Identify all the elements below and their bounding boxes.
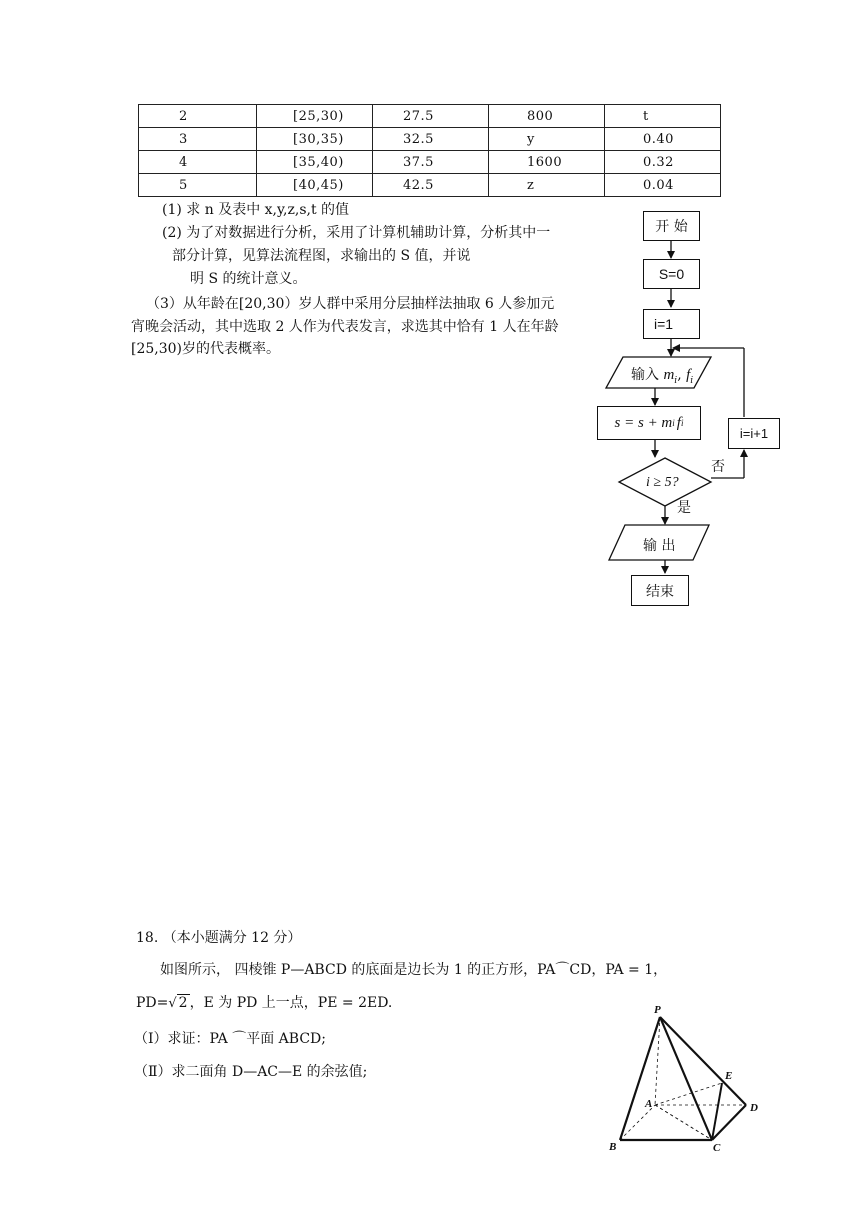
table-cell: y bbox=[489, 128, 605, 151]
table-cell: 800 bbox=[489, 105, 605, 128]
flow-increment-box: i=i+1 bbox=[728, 418, 780, 449]
q17-part3-line2: 宵晚会活动，其中选取 2 人作为代表发言，求选其中恰有 1 人在年龄 bbox=[131, 319, 559, 335]
flow-start-box: 开 始 bbox=[643, 211, 700, 241]
table-cell: 27.5 bbox=[373, 105, 489, 128]
flow-end-box: 结束 bbox=[631, 575, 689, 606]
flow-assign-sub-f: i bbox=[680, 418, 684, 428]
table-cell: z bbox=[489, 174, 605, 197]
table-cell: 42.5 bbox=[373, 174, 489, 197]
flow-assign-sub-m: i bbox=[672, 418, 675, 428]
vertex-label-d: D bbox=[750, 1102, 758, 1114]
q17-part2-line2: 部分计算，见算法流程图，求输出的 S 值，并说 bbox=[172, 248, 471, 264]
q18-line1: 如图所示， 四棱锥 P—ABCD 的底面是边长为 1 的正方形，PA⌒CD，PA = 1， bbox=[160, 962, 668, 978]
q17-part2-line3: 明 S 的统计意义。 bbox=[190, 271, 307, 287]
table-cell: 3 bbox=[139, 128, 257, 151]
q17-part1: (1) 求 n 及表中 x,y,z,s,t 的值 bbox=[162, 202, 350, 218]
table-cell: [40,45) bbox=[257, 174, 373, 197]
flow-input-label: 输入 bbox=[631, 367, 659, 383]
table-cell: 0.40 bbox=[605, 128, 721, 151]
q18-part2: （Ⅱ）求二面角 D—AC—E 的余弦值; bbox=[134, 1064, 368, 1080]
table-cell: t bbox=[605, 105, 721, 128]
vertex-label-a: A bbox=[645, 1098, 653, 1110]
q18-line2-a: PD= bbox=[136, 995, 169, 1011]
flow-yes-label: 是 bbox=[677, 500, 691, 516]
flow-input-m: m bbox=[663, 367, 675, 383]
flow-assign-expr: s = s + m bbox=[614, 414, 673, 431]
q18-line2: PD=√ 2 ，E 为 PD 上一点，PE = 2ED. bbox=[136, 995, 393, 1011]
table-cell: 0.32 bbox=[605, 151, 721, 174]
table-cell: [25,30) bbox=[257, 105, 373, 128]
flow-input-sub-f: i bbox=[690, 375, 694, 386]
table-cell: 37.5 bbox=[373, 151, 489, 174]
vertex-label-p: P bbox=[654, 1004, 661, 1016]
flow-input-f: f bbox=[686, 367, 691, 383]
flow-init-i-box: i=1 bbox=[643, 309, 700, 339]
q17-part3-line1: （3）从年龄在[20,30）岁人群中采用分层抽样法抽取 6 人参加元 bbox=[146, 296, 555, 312]
q18-line2-b: ，E 为 PD 上一点，PE = 2ED. bbox=[189, 995, 393, 1011]
table-cell: 0.04 bbox=[605, 174, 721, 197]
vertex-label-b: B bbox=[609, 1141, 617, 1153]
flow-input-text: 输入 $m_i$, $f_i$ bbox=[631, 367, 694, 386]
q17-part2-line1: (2) 为了对数据进行分析，采用了计算机辅助计算，分析其中一 bbox=[162, 225, 551, 241]
flow-condition: i ≥ 5? bbox=[646, 475, 679, 490]
table-cell: 32.5 bbox=[373, 128, 489, 151]
q18-header: 18. （本小题满分 12 分） bbox=[136, 930, 302, 946]
flow-no-label: 否 bbox=[711, 459, 725, 475]
q18-part1: （Ⅰ）求证：PA ⌒平面 ABCD; bbox=[134, 1031, 326, 1047]
table-cell: [35,40) bbox=[257, 151, 373, 174]
table-cell: [30,35) bbox=[257, 128, 373, 151]
flow-init-s-box: S=0 bbox=[643, 259, 700, 289]
vertex-label-c: C bbox=[713, 1142, 721, 1154]
flow-input-sub-m: i bbox=[674, 375, 678, 386]
table-cell: 1600 bbox=[489, 151, 605, 174]
q18-sqrt-value: 2 bbox=[178, 995, 188, 1011]
vertex-label-e: E bbox=[725, 1070, 733, 1082]
flow-output-label: 输 出 bbox=[643, 538, 676, 554]
table-cell: 4 bbox=[139, 151, 257, 174]
table-cell: 5 bbox=[139, 174, 257, 197]
flow-assign-f: f bbox=[676, 414, 681, 431]
table-cell: 2 bbox=[139, 105, 257, 128]
q17-part3-line3: [25,30)岁的代表概率。 bbox=[131, 341, 281, 357]
